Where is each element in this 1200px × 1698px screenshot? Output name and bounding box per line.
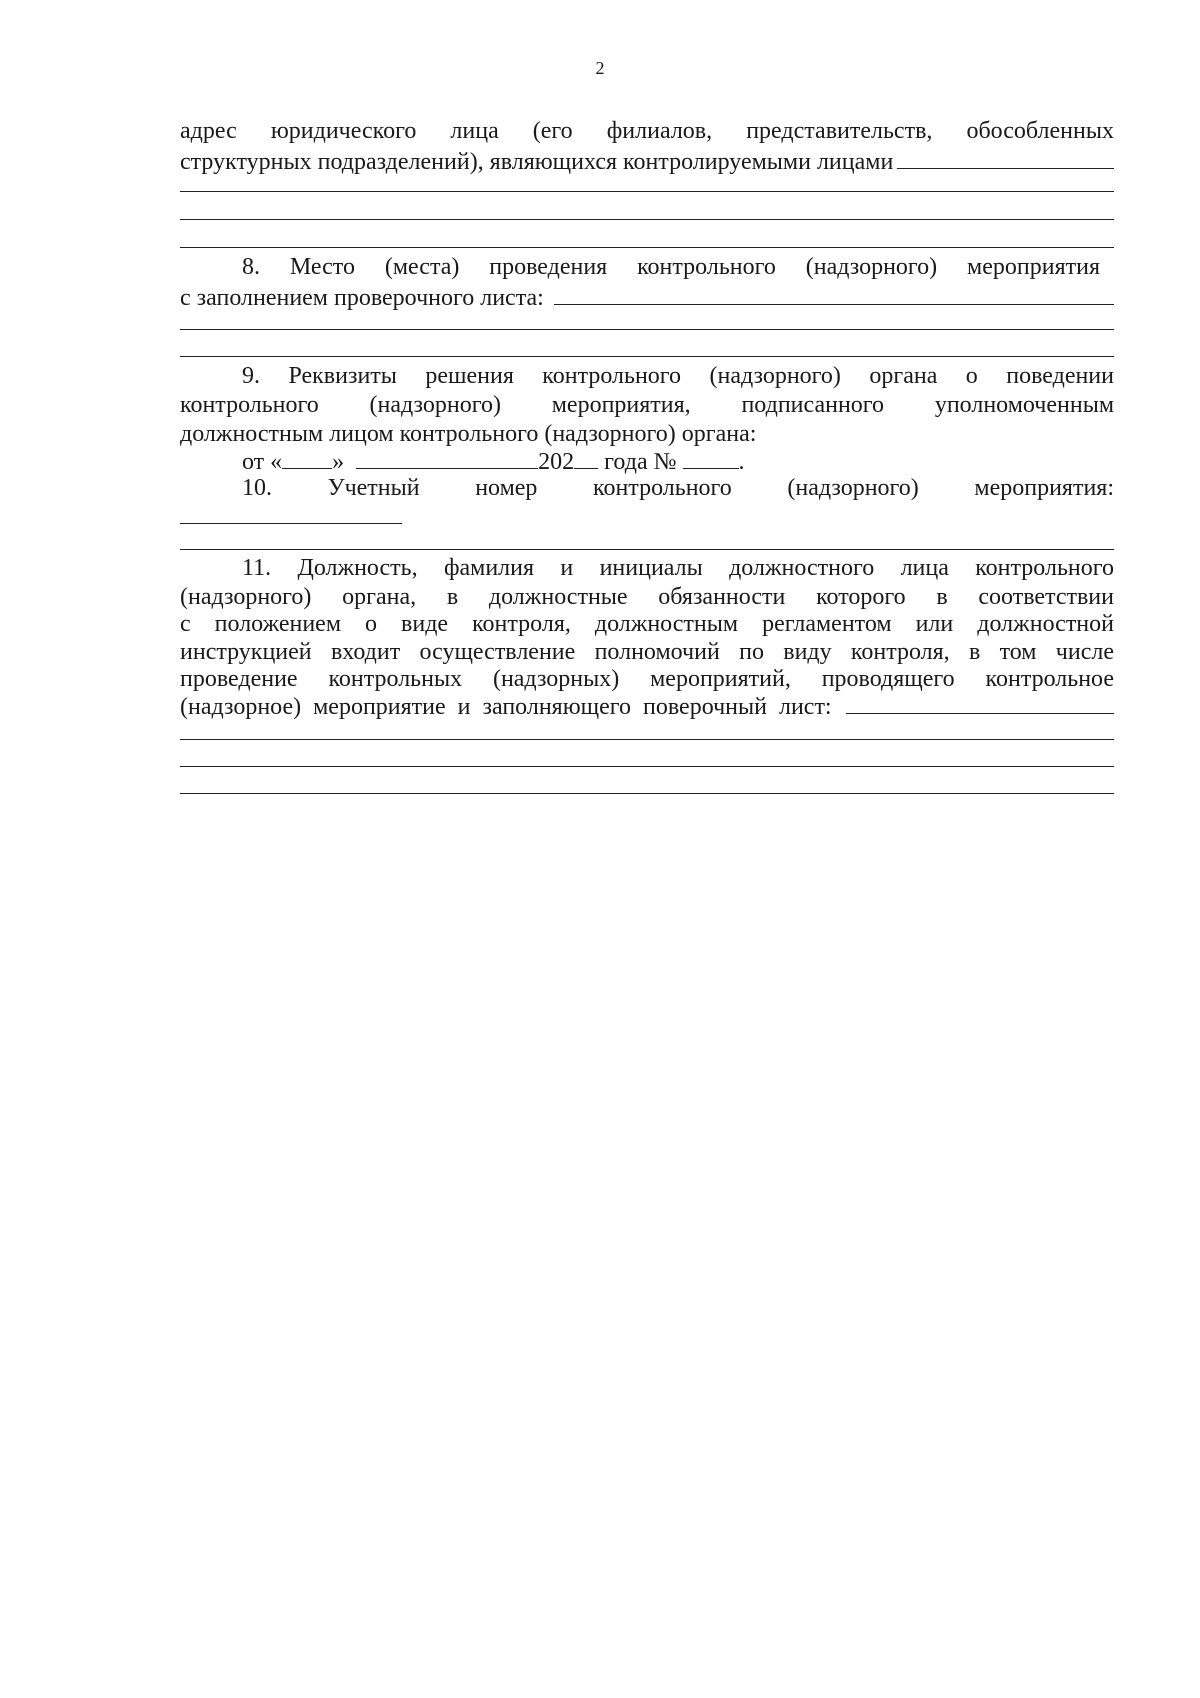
address-line-1: адрес юридического лица (его филиалов, представительств, обособленных bbox=[180, 118, 1114, 144]
item10-blank-line[interactable] bbox=[180, 549, 1114, 550]
item9-date-prefix: от « bbox=[242, 449, 283, 475]
item11-line-5: проведение контрольных (надзорных) мероприятий, проводящего контрольное bbox=[180, 666, 1114, 692]
item8-line-1: 8. Место (места) проведения контрольного (надзорного) мероприятия bbox=[242, 254, 1100, 280]
page-number: 2 bbox=[595, 58, 605, 78]
item9-year-field[interactable] bbox=[574, 446, 598, 469]
item11-blank-field[interactable] bbox=[846, 691, 1114, 714]
item10-blank-short[interactable] bbox=[180, 523, 402, 524]
item9-line-1: 9. Реквизиты решения контрольного (надзорного) органа о поведении bbox=[242, 363, 1114, 389]
item9-number-field[interactable] bbox=[683, 446, 739, 469]
item11-line-4: инструкцией входит осуществление полномочий по виду контроля, в том числе bbox=[180, 639, 1114, 665]
item8-line-2-text: с заполнением проверочного листа: bbox=[180, 285, 544, 311]
item9-line-3: должностным лицом контрольного (надзорного) органа: bbox=[180, 421, 757, 447]
item9-year-suffix: года № bbox=[604, 449, 677, 475]
item9-day-field[interactable] bbox=[282, 446, 332, 469]
item9-date-quote-close: » bbox=[332, 449, 345, 475]
address-line-2 bbox=[180, 146, 1114, 178]
item11-blank-line-1[interactable] bbox=[180, 739, 1114, 740]
address-line-2-text: структурных подразделений), являющихся контролируемыми лицами bbox=[180, 149, 894, 175]
item9-year-prefix: 202 bbox=[538, 449, 575, 475]
address-blank-field[interactable] bbox=[897, 146, 1114, 169]
item8-blank-field[interactable] bbox=[554, 282, 1114, 305]
item8-blank-line-2[interactable] bbox=[180, 356, 1114, 357]
item11-line-1: 11. Должность, фамилия и инициалы должностного лица контрольного bbox=[242, 555, 1114, 581]
item11-line-6 bbox=[180, 691, 1114, 723]
item10-line-1: 10. Учетный номер контрольного (надзорного) мероприятия: bbox=[242, 475, 1114, 501]
item11-line-2: (надзорного) органа, в должностные обязанности которого в соответствии bbox=[180, 584, 1114, 610]
item11-blank-line-3[interactable] bbox=[180, 793, 1114, 794]
item11-line-6-text: (надзорное) мероприятие и заполняющего поверочный лист: bbox=[180, 694, 832, 720]
item9-line-2: контрольного (надзорного) мероприятия, подписанного уполномоченным bbox=[180, 392, 1114, 418]
address-blank-line-3[interactable] bbox=[180, 247, 1114, 248]
item8-blank-line-1[interactable] bbox=[180, 329, 1114, 330]
item8-line-2 bbox=[180, 282, 1114, 314]
address-blank-line-2[interactable] bbox=[180, 219, 1114, 220]
item11-blank-line-2[interactable] bbox=[180, 766, 1114, 767]
item11-line-3: с положением о виде контроля, должностным регламентом или должностной bbox=[180, 611, 1114, 637]
address-blank-line-1[interactable] bbox=[180, 191, 1114, 192]
item9-end-dot: . bbox=[738, 449, 745, 475]
item9-month-field[interactable] bbox=[356, 446, 538, 469]
